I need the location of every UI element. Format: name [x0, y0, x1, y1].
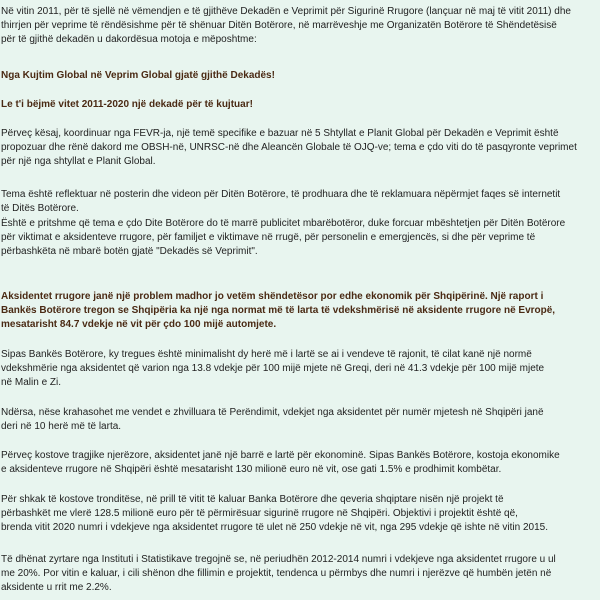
statistics-paragraph: Të dhënat zyrtare nga Instituti i Statistikave tregojnë se, në periudhën 2012-2014 numri i vdekjeve nga aksidentet rrugore u ul me 20%. Por vitin e kaluar, i cili shënon dhe fillimin e projektit, tendenca u përmbys dhe numri i njerëzve që humbën jetën në aksidente u rrit me 2.2%.: [1, 554, 556, 593]
fevr-paragraph: Përveç kësaj, koordinuar nga FEVR-ja, një temë specifike e bazuar në 5 Shtyllat e Planit Global për Dekadën e Veprimit është propozuar dhe rënë dakord me OBSH-në, UNRSC-në dhe Aleancën Globale të OJQ-ve; tema e çdo viti do të pasqyronte veprimet për një nga shtyllat e Planit Global.: [1, 128, 577, 167]
western-comparison-paragraph: Ndërsa, nëse krahasohet me vendet e zhvilluara të Perëndimit, vdekjet nga aksidentet për numër mjetesh në Shqipëri janë deri në 10 herë më të larta.: [1, 407, 544, 432]
theme-paragraph: Tema është reflektuar në posterin dhe videon për Ditën Botërore, të prodhuara dhe të reklamuara nëpërmjet faqes së internetit të Ditës Botërore.: [1, 189, 561, 214]
project-paragraph: Për shkak të kostove tronditëse, në prill të vitit të kaluar Banka Botërore dhe qeveria shqiptare nisën një projekt të përbashkët me vlerë 128.5 milionë euro për të përmirësuar sigurinë rrugore në Shqipëri. Objektivi i projektit është që, brenda vitit 2020 numri i vdekjeve nga aksidentet rrugore të ulet në 250 vdekje në vit, nga 295 vdekje që ishte në vitin 2015.: [1, 494, 549, 533]
motto-line-1: Nga Kujtim Global në Veprim Global gjatë gjithë Dekadës!: [1, 70, 275, 81]
motto-line-2: Le t'i bëjmë vitet 2011-2020 një dekadë për të kujtuar!: [1, 99, 253, 110]
expectation-paragraph: Është e pritshme që tema e çdo Dite Botërore do të marrë publicitet mbarëbotëror, duke forcuar mbështetjen për Ditën Botërore për viktimat e aksidenteve rrugore, për familjet e viktimave në rrugë, për personelin e emergjencës, si dhe për veprime të përbashkëta në mbarë botën gjatë "Dekadës së Veprimit".: [1, 218, 566, 257]
regional-comparison-paragraph: Sipas Bankës Botërore, ky tregues është minimalisht dy herë më i lartë se ai i vendeve të rajonit, të cilat kanë një normë vdekshmërie nga aksidentet që varion nga 13.8 vdekje për 100 mijë mjete në Greqi, deri në 41.3 vdekje për 100 mijë mjete në Malin e Zi.: [1, 349, 545, 388]
economic-cost-paragraph: Përveç kostove tragjike njerëzore, aksidentet janë një barrë e lartë për ekonominë. Sipas Bankës Botërore, kostoja ekonomike e aksidenteve rrugore në Shqipëri është mesatarisht 130 milionë euro në vit, ose gati 1.5% e prodhimit kombëtar.: [1, 450, 560, 475]
intro-paragraph: Në vitin 2011, për të sjellë në vëmendjen e të gjithëve Dekadën e Veprimit për Sigurinë Rrugore (lançuar në maj të vitit 2011) dhe thirrjen për veprime të rëndësishme për të shënuar Ditën Botërore, në marrëveshje me Organizatën Botërore të Shëndetësisë për të gjithë dekadën u dakordësua motoja e mëposhtme:: [1, 6, 571, 45]
world-bank-highlight: Aksidentet rrugore janë një problem madhor jo vetëm shëndetësor por edhe ekonomik për Shqipërinë. Një raport i Bankës Botërore tregon se Shqipëria ka një nga normat më të larta të vdekshmërisë në aksidente rrugore në Evropë, mesatarisht 84.7 vdekje në vit për çdo 100 mijë automjete.: [1, 291, 556, 330]
